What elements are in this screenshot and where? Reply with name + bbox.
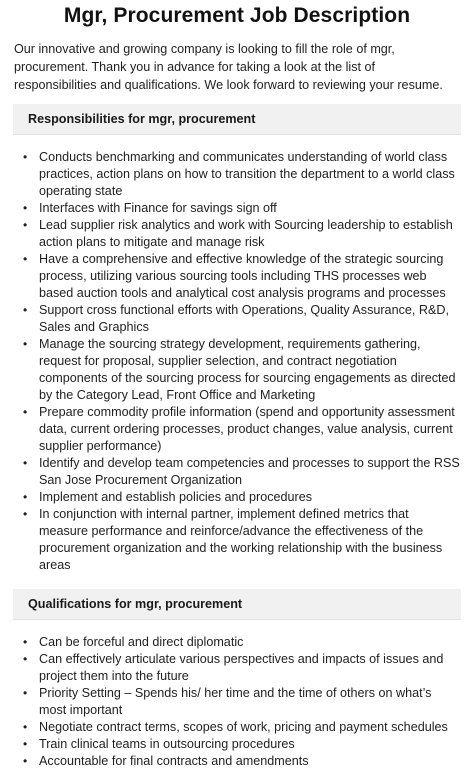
- bullet-icon: •: [23, 150, 28, 164]
- qualifications-header: Qualifications for mgr, procurement: [13, 589, 461, 620]
- bullet-icon: •: [23, 652, 28, 666]
- list-item: [14, 651, 460, 685]
- bullet-icon: •: [23, 405, 28, 419]
- bullet-icon: •: [23, 456, 28, 470]
- list-item-text: Train clinical teams in outsourcing procedures: [39, 737, 295, 751]
- list-item: [14, 506, 460, 574]
- list-item: [14, 149, 460, 200]
- bullet-icon: •: [23, 303, 28, 317]
- list-item-text: Implement and establish policies and procedures: [39, 490, 313, 504]
- bullet-icon: •: [23, 507, 28, 521]
- list-item: [14, 753, 460, 770]
- responsibilities-header: Responsibilities for mgr, procurement: [13, 104, 461, 135]
- bullet-icon: •: [23, 252, 28, 266]
- list-item: [14, 251, 460, 302]
- bullet-icon: •: [23, 337, 28, 351]
- list-item-text: Have a comprehensive and effective knowledge of the strategic sourcing process, utilizing various sourcing tools including THS processes web based auction tools and analytical cost analysis programs and processes: [39, 252, 446, 300]
- list-item-text: In conjunction with internal partner, implement defined metrics that measure performance and reinforce/advance the effectiveness of the procurement organization and the working relationship with the business areas: [39, 507, 443, 572]
- bullet-icon: •: [23, 686, 28, 700]
- list-item: [14, 217, 460, 251]
- bullet-icon: •: [23, 201, 28, 215]
- qualifications-list: [14, 634, 460, 770]
- list-item: [14, 302, 460, 336]
- bullet-icon: •: [23, 490, 28, 504]
- list-item-text: Prepare commodity profile information (spend and opportunity assessment data, current ordering processes, product changes, value analysis, current supplier performance): [39, 405, 455, 453]
- list-item: [14, 489, 460, 506]
- list-item-text: Can effectively articulate various perspectives and impacts of issues and project them into the future: [39, 652, 444, 683]
- list-item-text: Manage the sourcing strategy development, requirements gathering, request for proposal, supplier selection, and contract negotiation components of the sourcing process for sourcing engagements as directed by the Category Lead, Front Office and Marketing: [39, 337, 456, 402]
- page-title: Mgr, Procurement Job Description: [63, 4, 411, 27]
- responsibilities-list: [14, 149, 460, 574]
- list-item-text: Support cross functional efforts with Operations, Quality Assurance, R&D, Sales and Graphics: [39, 303, 449, 334]
- section-spacer: [0, 574, 474, 589]
- bullet-icon: •: [23, 720, 28, 734]
- list-item: [14, 336, 460, 404]
- intro-paragraph: Our innovative and growing company is looking to fill the role of mgr, procurement. Thank you in advance for taking a look at the list of responsibilities and qualifications. We look forward to reviewing your resume.: [14, 42, 443, 92]
- list-item-text: Priority Setting – Spends his/ her time and the time of others on what’s most important: [39, 686, 432, 717]
- list-item-text: Negotiate contract terms, scopes of work, pricing and payment schedules: [39, 720, 448, 734]
- list-item: [14, 736, 460, 753]
- list-item-text: Lead supplier risk analytics and work with Sourcing leadership to establish action plans to mitigate and manage risk: [39, 218, 453, 249]
- list-item-text: Interfaces with Finance for savings sign off: [39, 201, 277, 215]
- list-item: [14, 634, 460, 651]
- list-item-text: Identify and develop team competencies and processes to support the RSS San Jose Procurement Organization: [39, 456, 460, 487]
- bullet-icon: •: [23, 218, 28, 232]
- list-item: [14, 685, 460, 719]
- list-item-text: Can be forceful and direct diplomatic: [39, 635, 244, 649]
- list-item-text: Conducts benchmarking and communicates understanding of world class practices, action plans on how to transition the department to a world class operating state: [39, 150, 455, 198]
- list-item-text: Accountable for final contracts and amendments: [39, 754, 309, 768]
- bullet-icon: •: [23, 754, 28, 768]
- list-item: [14, 200, 460, 217]
- bullet-icon: •: [23, 635, 28, 649]
- bullet-icon: •: [23, 737, 28, 751]
- list-item: [14, 404, 460, 455]
- list-item: [14, 719, 460, 736]
- list-item: [14, 455, 460, 489]
